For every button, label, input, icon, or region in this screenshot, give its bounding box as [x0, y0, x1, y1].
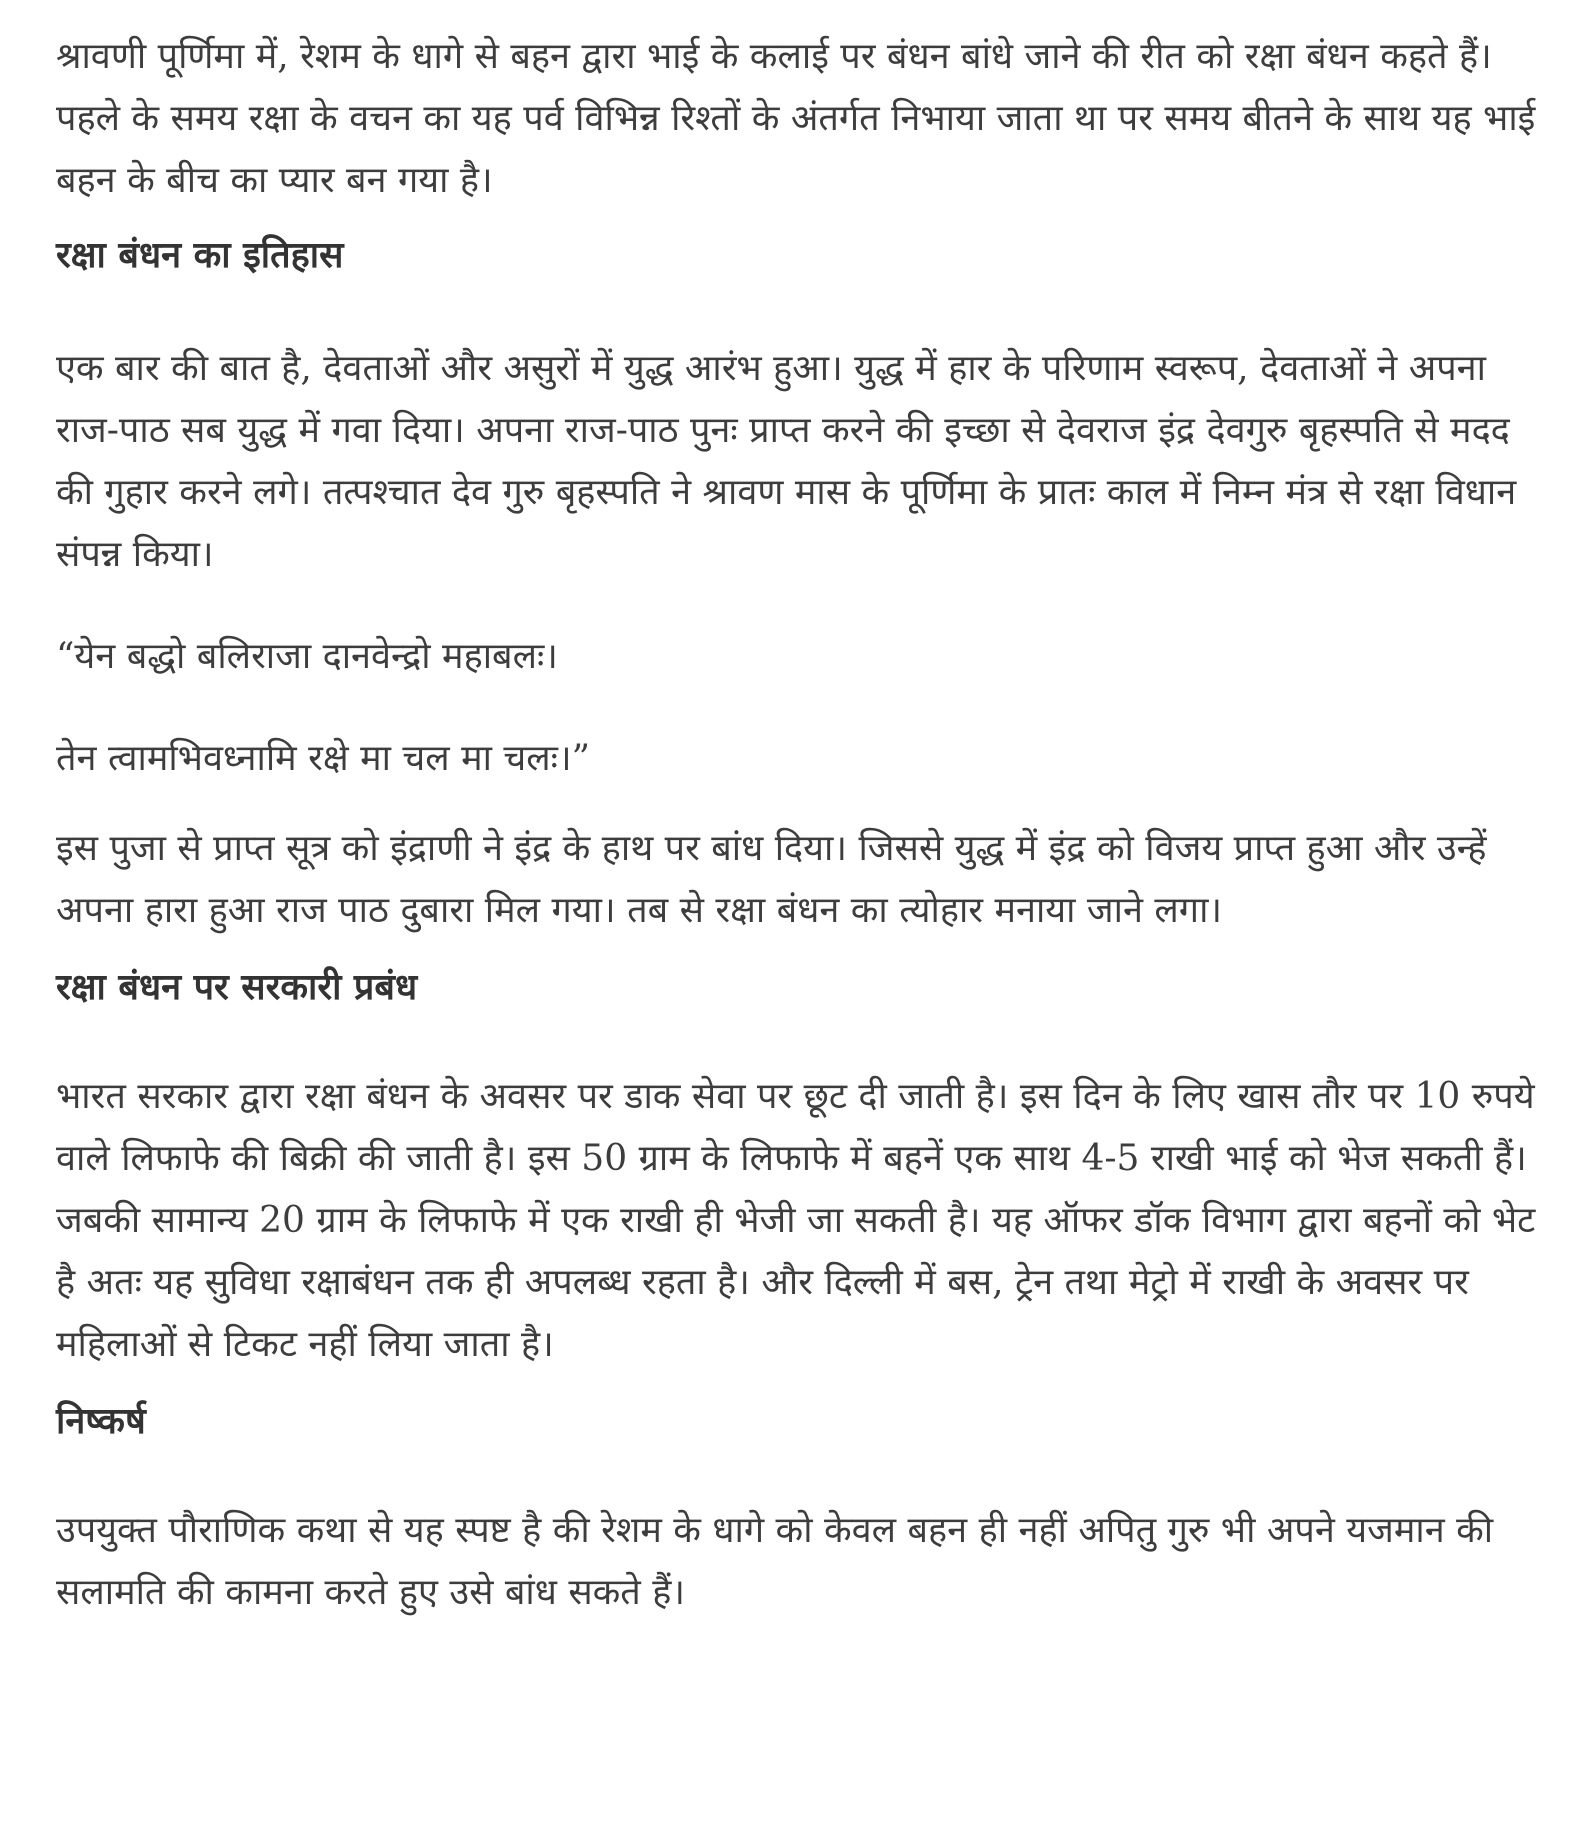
government-heading: रक्षा बंधन पर सरकारी प्रबंध	[56, 966, 418, 1008]
article	[56, 26, 1556, 1624]
government-paragraph: भारत सरकार द्वारा रक्षा बंधन के अवसर पर डाक सेवा पर छूट दी जाती है। इस दिन के लिए खास तौर पर 10 रुपये वाले लिफाफे की बिक्री की जाती है। इस 50 ग्राम के लिफाफे में बहनें एक साथ 4-5 राखी भाई को भेज सकती हैं। जबकी सामान्य 20 ग्राम के लिफाफे में एक राखी ही भेजी जा सकती है। यह ऑफर डॉक विभाग द्वारा बहनों को भेट है अतः यह सुविधा रक्षाबंधन तक ही अपलब्ध रहता है। और दिल्ली में बस, ट्रेन तथा मेट्रो में राखी के अवसर पर महिलाओं से टिकट नहीं लिया जाता है।	[56, 1076, 1536, 1365]
history-story-paragraph: एक बार की बात है, देवताओं और असुरों में युद्ध आरंभ हुआ। युद्ध में हार के परिणाम स्वरूप, देवताओं ने अपना राज-पाठ सब युद्ध में गवा दिया। अपना राज-पाठ पुनः प्राप्त करने की इच्छा से देवराज इंद्र देवगुरु बृहस्पति से मदद की गुहार करने लगे। तत्पश्चात देव गुरु बृहस्पति ने श्रावण मास के पूर्णिमा के प्रातः काल में निम्न मंत्र से रक्षा विधान संपन्न किया।	[56, 348, 1517, 575]
intro-paragraph: श्रावणी पूर्णिमा में, रेशम के धागे से बहन द्वारा भाई के कलाई पर बंधन बांधे जाने की रीत को रक्षा बंधन कहते हैं। पहले के समय रक्षा के वचन का यह पर्व विभिन्न रिश्तों के अंतर्गत निभाया जाता था पर समय बीतने के साथ यह भाई बहन के बीच का प्यार बन गया है।	[56, 36, 1536, 201]
conclusion-paragraph: उपयुक्त पौराणिक कथा से यह स्पष्ट है की रेशम के धागे को केवल बहन ही नहीं अपितु गुरु भी अपने यजमान की सलामति की कामना करते हुए उसे बांध सकते हैं।	[56, 1510, 1494, 1613]
history-result-paragraph: इस पुजा से प्राप्त सूत्र को इंद्राणी ने इंद्र के हाथ पर बांध दिया। जिससे युद्ध में इंद्र को विजय प्राप्त हुआ और उन्हें अपना हारा हुआ राज पाठ दुबारा मिल गया। तब से रक्षा बंधन का त्योहार मनाया जाने लगा।	[56, 828, 1487, 931]
history-heading: रक्षा बंधन का इतिहास	[56, 234, 344, 276]
mantra-line-1: “येन बद्धो बलिराजा दानवेन्द्रो महाबलः।	[56, 636, 558, 677]
conclusion-heading: निष्कर्ष	[56, 1400, 146, 1442]
mantra-line-2: तेन त्वामभिवध्नामि रक्षे मा चल मा चलः।”	[56, 738, 591, 779]
